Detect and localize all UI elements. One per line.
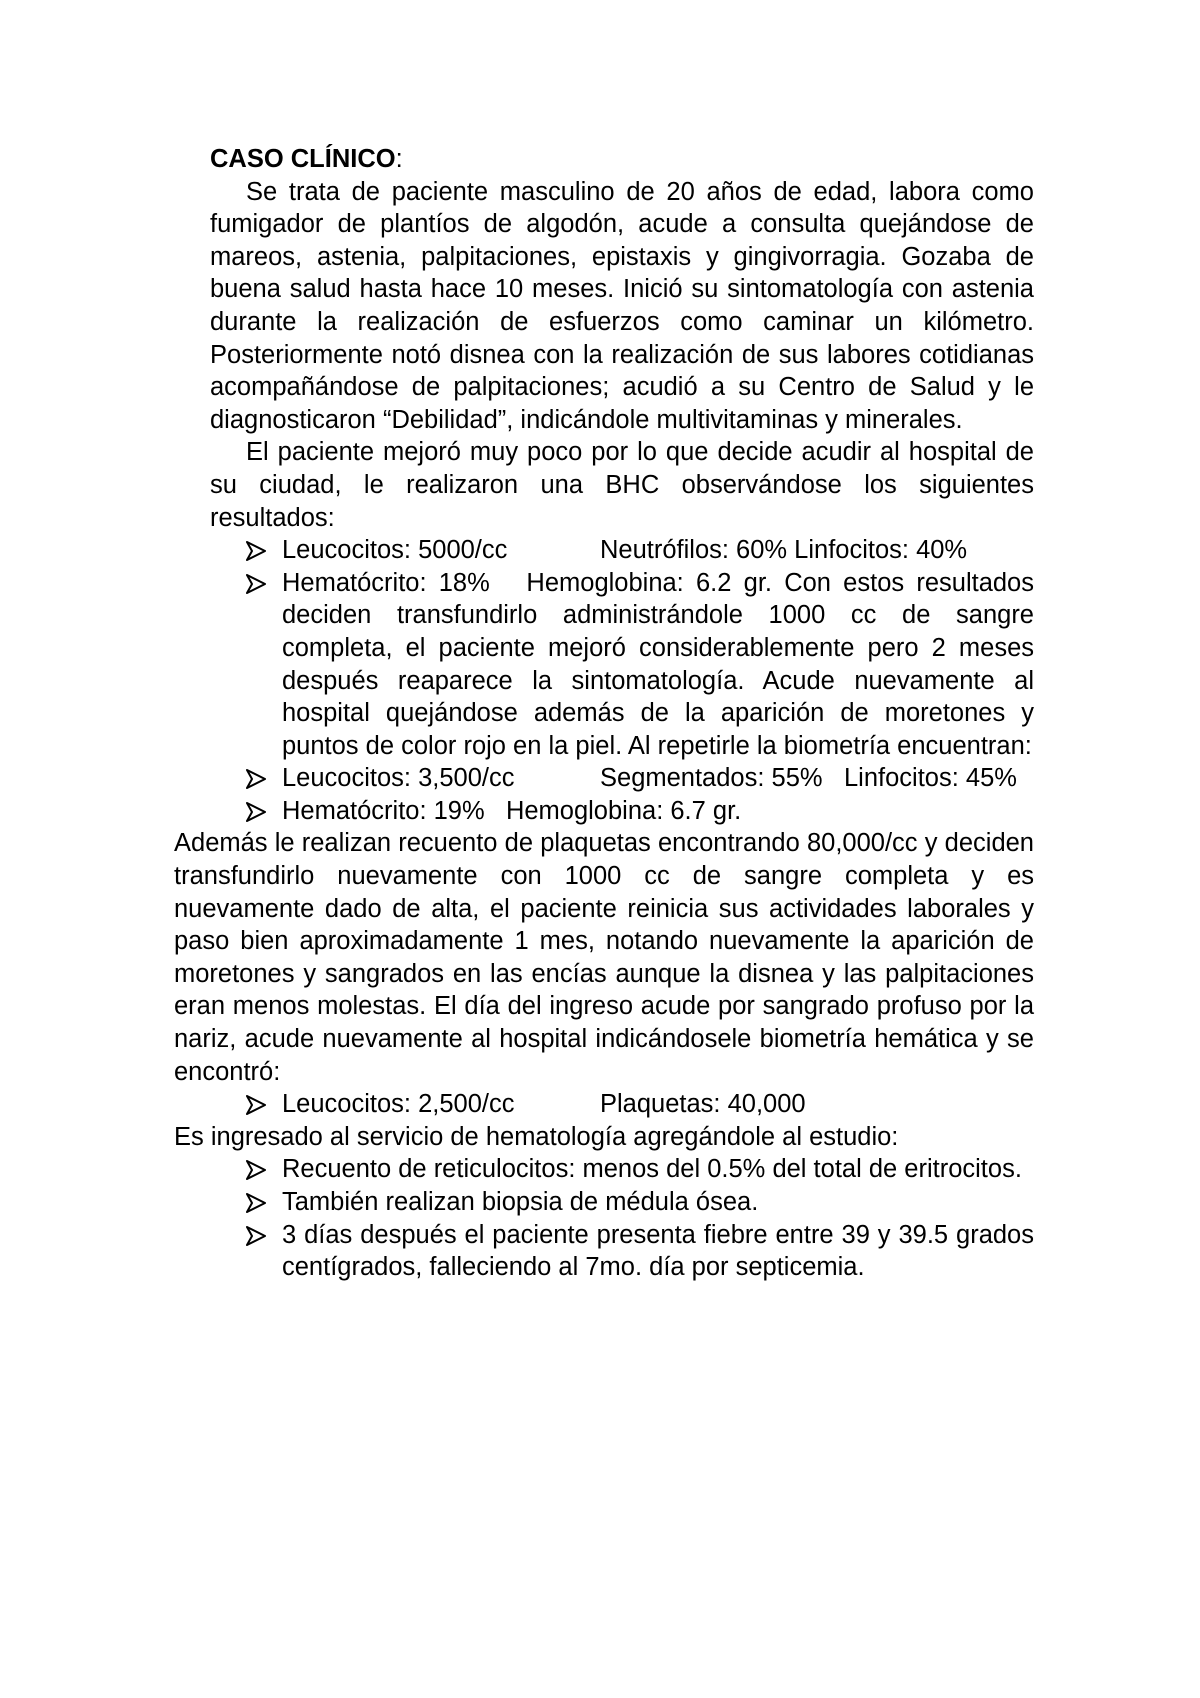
arrowhead-bullet-icon bbox=[246, 567, 272, 600]
paragraph-4: Es ingresado al servicio de hematología agregándole al estudio: bbox=[174, 1122, 899, 1151]
study-list bbox=[282, 1153, 1034, 1283]
result-hemoglobina-text: Hemoglobina: 6.2 gr. Con estos resultados deciden transfundirlo administrándole 1000 cc de sangre completa, el paciente mejoró considerablemente pero 2 meses después reaparece la sintomatología. Acude nuevamente al hospital quejándose además de la aparición de moretones y puntos de color rojo en la piel. Al repetirle la biometría encuentran: bbox=[282, 568, 1034, 760]
title-colon: : bbox=[395, 145, 403, 173]
arrowhead-bullet-icon bbox=[246, 534, 272, 567]
result-differential: Neutrófilos: 60% Linfocitos: 40% bbox=[600, 536, 968, 565]
result-plaquetas: Plaquetas: 40,000 bbox=[600, 1090, 806, 1119]
list-item bbox=[282, 1088, 1034, 1121]
study-outcome: 3 días después el paciente presenta fiebre entre 39 y 39.5 grados centígrados, falleciendo al 7mo. día por septicemia. bbox=[282, 1220, 1034, 1282]
result-hematocrito: Hematócrito: 19% bbox=[282, 796, 485, 825]
arrowhead-bullet-icon bbox=[246, 1186, 272, 1219]
result-leucocitos: Leucocitos: 5000/cc bbox=[282, 536, 508, 565]
list-item bbox=[282, 534, 1034, 567]
arrowhead-bullet-icon bbox=[246, 1219, 272, 1252]
list-item bbox=[282, 762, 1034, 795]
arrowhead-bullet-icon bbox=[246, 795, 272, 828]
paragraph-3: Además le realizan recuento de plaquetas encontrando 80,000/cc y deciden transfundirlo nuevamente con 1000 cc de sangre completa y es nuevamente dado de alta, el paciente reinicia sus actividades laborales y paso bien aproximadamente 1 mes, notando nuevamente la aparición de moretones y sangrados en las encías aunque la disnea y las palpitaciones eran menos molestas. El día del ingreso acude por sangrado profuso por la nariz, acude nuevamente al hospital indicándosele biometría hemática y se encontró: bbox=[174, 829, 1034, 1086]
result-linfocitos: Linfocitos: 45% bbox=[844, 764, 1017, 793]
title-line bbox=[210, 143, 1034, 176]
result-hematocrito: Hematócrito: 18% bbox=[282, 568, 490, 597]
list-item bbox=[282, 1153, 1034, 1186]
list-item bbox=[282, 1186, 1034, 1219]
result-leucocitos: Leucocitos: 2,500/cc bbox=[282, 1090, 515, 1119]
results-list-1 bbox=[282, 534, 1034, 827]
arrowhead-bullet-icon bbox=[246, 1153, 272, 1186]
result-hemoglobina: Hemoglobina: 6.7 gr. bbox=[505, 796, 742, 825]
arrowhead-bullet-icon bbox=[246, 1088, 272, 1121]
paragraph-1: Se trata de paciente masculino de 20 años de edad, labora como fumigador de plantíos de algodón, acude a consulta quejándose de mareos, astenia, palpitaciones, epistaxis y gingivorragia. Gozaba de buena salud hasta hace 10 meses. Inició su sintomatología con astenia durante la realización de esfuerzos como caminar un kilómetro. Posteriormente notó disnea con la realización de sus labores cotidianas acompañándose de palpitaciones; acudió a su Centro de Salud y le diagnosticaron “Debilidad”, indicándole multivitaminas y minerales. bbox=[210, 177, 1034, 434]
arrowhead-bullet-icon bbox=[246, 762, 272, 795]
clinical-case-document bbox=[174, 143, 1034, 1284]
list-item bbox=[282, 1219, 1034, 1284]
result-leucocitos: Leucocitos: 3,500/cc bbox=[282, 764, 515, 793]
document-title: CASO CLÍNICO bbox=[210, 145, 396, 173]
result-segmentados: Segmentados: 55% bbox=[600, 764, 823, 793]
paragraph-2: El paciente mejoró muy poco por lo que decide acudir al hospital de su ciudad, le realizaron una BHC observándose los siguientes resultados: bbox=[210, 438, 1034, 532]
list-item bbox=[282, 567, 1034, 763]
study-reticulocitos: Recuento de reticulocitos: menos del 0.5% del total de eritrocitos. bbox=[282, 1155, 1022, 1184]
results-list-2 bbox=[282, 1088, 1034, 1121]
list-item bbox=[282, 795, 1034, 828]
study-biopsia: También realizan biopsia de médula ósea. bbox=[282, 1188, 759, 1216]
